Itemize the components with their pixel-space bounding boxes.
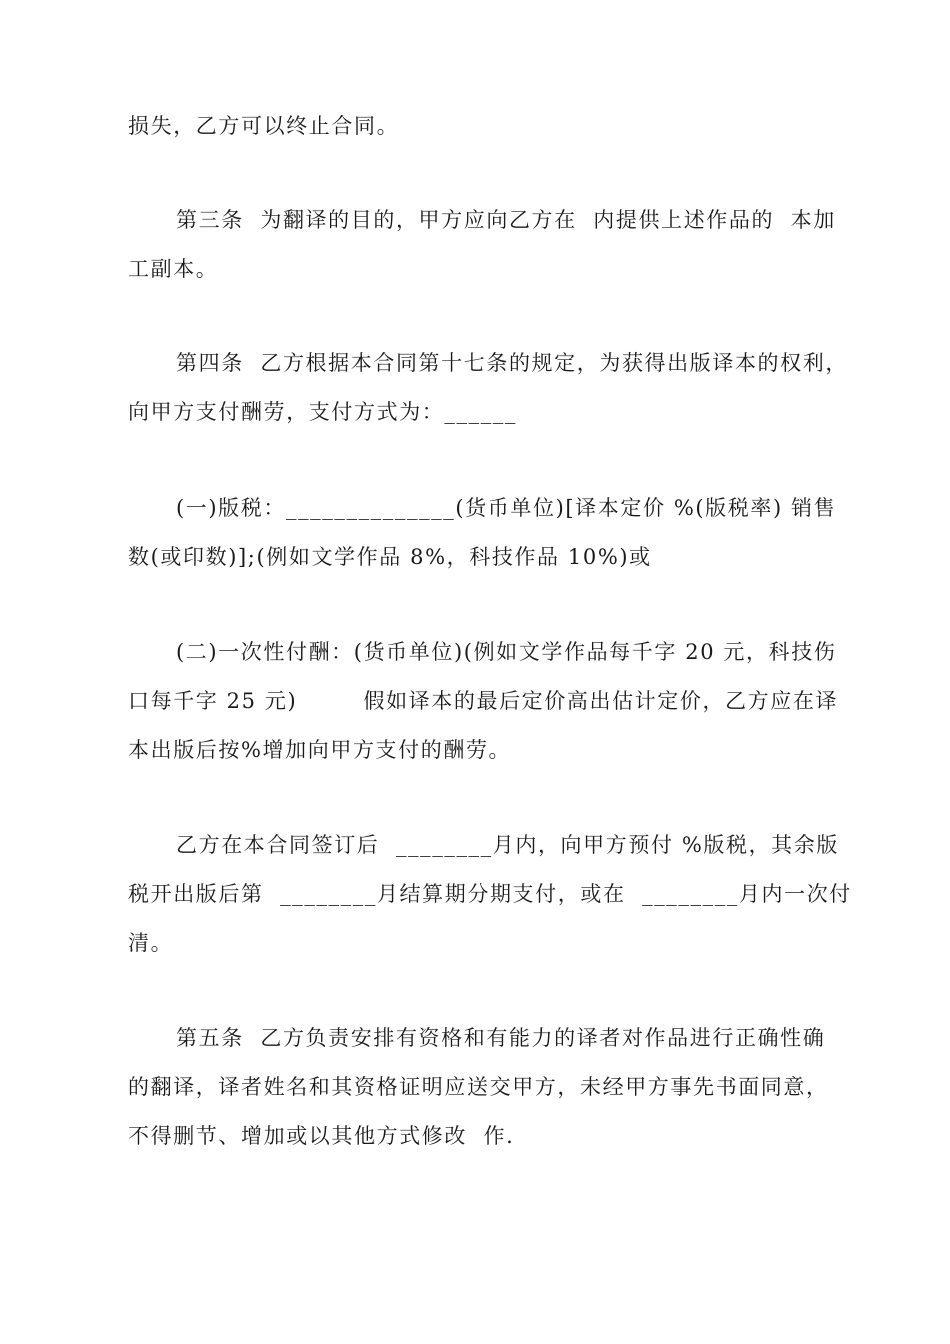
lump-sum-line-3: 本出版后按%增加向甲方支付的酬劳。 [128, 738, 512, 762]
paragraph-continuation-line: 损失，乙方可以终止合同。 [128, 114, 400, 138]
royalty-line-1: (一)版税：______________(货币单位)[译本定价 %(版税率) 销售 [176, 496, 837, 520]
article-4-line-2: 向甲方支付酬劳，支付方式为：______ [128, 400, 517, 424]
article-4-line-1: 第四条 乙方根据本合同第十七条的规定，为获得出版译本的权利， [176, 351, 848, 375]
lump-sum-line-2: 口每千字 25 元) 假如译本的最后定价高出估计定价，乙方应在译 [128, 689, 839, 713]
payment-line-2: 税开出版后第 ________月结算期分期支付，或在 ________月内一次付 [128, 882, 852, 906]
article-3-line-1: 第三条 为翻译的目的，甲方应向乙方在 内提供上述作品的 本加 [176, 208, 836, 232]
payment-line-3: 清。 [128, 931, 174, 955]
article-3-line-2: 工副本。 [128, 257, 219, 281]
article-5-line-2: 的翻译，译者姓名和其资格证明应送交甲方，未经甲方事先书面同意， [128, 1075, 829, 1099]
article-5-line-1: 第五条 乙方负责安排有资格和有能力的译者对作品进行正确性确 [176, 1026, 826, 1050]
payment-line-1: 乙方在本合同签订后 ________月内，向甲方预付 %版税，其余版 [176, 833, 839, 857]
lump-sum-line-1: (二)一次性付酬：(货币单位)(例如文学作品每千字 20 元，科技伤 [176, 640, 837, 664]
article-5-line-3: 不得删节、增加或以其他方式修改 作. [128, 1124, 515, 1148]
royalty-line-2: 数(或印数)];(例如文学作品 8%，科技作品 10%)或 [128, 545, 652, 569]
